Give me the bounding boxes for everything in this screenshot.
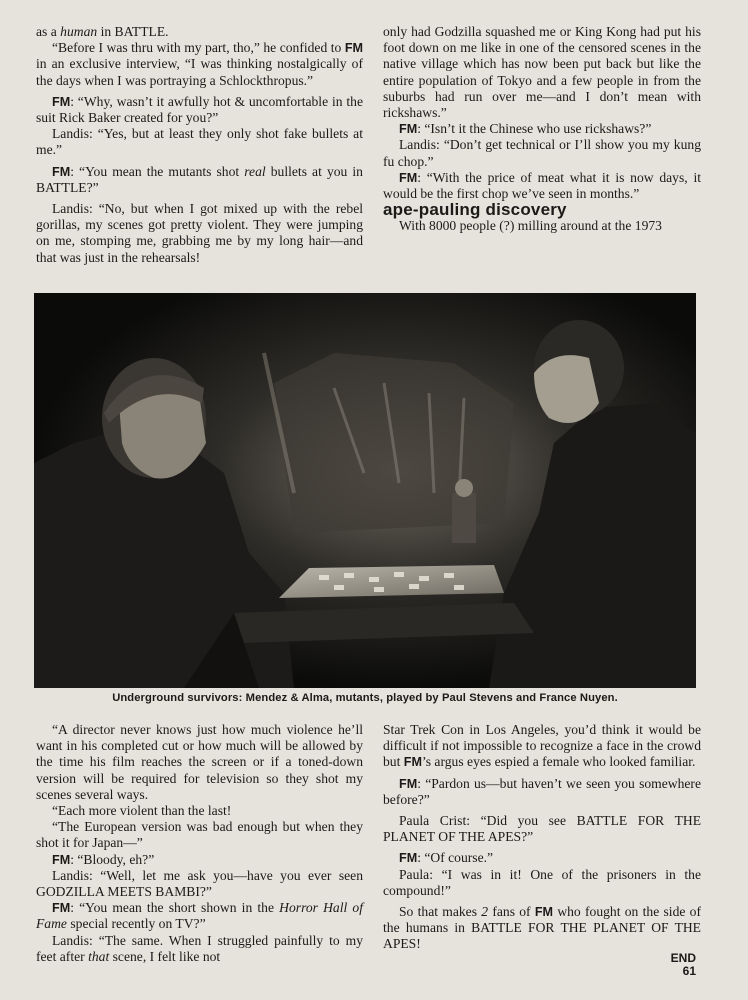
paragraph: FM: “Isn’t it the Chinese who use rickshaws?” <box>399 121 652 137</box>
paragraph: Landis: “Well, let me ask you—have you ever seen GODZILLA MEETS BAMBI?” <box>36 867 363 900</box>
paragraph: Landis: “Don’t get technical or I’ll show you my kung fu chop.” <box>383 137 701 169</box>
paragraph: Landis: “The same. When I struggled painfully to my feet after that scene, I felt like not <box>36 932 363 964</box>
paragraph: FM: “You mean the mutants shot real bullets at you in BATTLE?” <box>36 163 363 195</box>
paragraph: FM: “Pardon us—but haven’t we seen you somewhere before?” <box>383 775 701 807</box>
page-folio <box>671 952 696 978</box>
paragraph: Landis: “Yes, but at least they only shot fake bullets at me.” <box>36 126 363 158</box>
end-mark: END <box>670 951 696 965</box>
section-subhead: ape-pauling discovery <box>383 200 567 220</box>
paragraph: FM: “Why, wasn’t it awfully hot & uncomfortable in the suit Rick Baker created for you?” <box>36 93 363 126</box>
film-still-photo <box>34 293 696 688</box>
paragraph: Paula: “I was in it! One of the prisoners in the compound!” <box>383 866 701 898</box>
paragraph: FM: “Bloody, eh?” <box>52 851 155 867</box>
paragraph: FM: “Of course.” <box>399 850 494 866</box>
paragraph: only had Godzilla squashed me or King Kong had put his foot down on me like in one of the censored scenes in the native village which has now been put back but like the entire population of Tokyo and a few people in from the suburbs had run over me—and I don’t mean with rickshaws.” <box>383 24 701 121</box>
photo-caption: Underground survivors: Mendez & Alma, mutants, played by Paul Stevens and France Nuyen. <box>112 692 618 704</box>
paragraph: “Before I was thru with my part, tho,” he confided to FM in an exclusive interview, “I was thinking nostalgically of the days when I was portraying a Schlockthropus.” <box>36 40 363 88</box>
paragraph: With 8000 people (?) milling around at the 1973 <box>399 218 662 234</box>
paragraph: “A director never knows just how much violence he’ll want in his completed cut or how much will be allowed by the time his film reaches the screen or if a toned-down version will be required for television so they shot my scenes several ways. <box>36 722 363 802</box>
paragraph: “The European version was bad enough but when they shot it for Japan—” <box>36 819 363 851</box>
paragraph: Paula Crist: “Did you see BATTLE FOR THE PLANET OF THE APES?” <box>383 813 701 845</box>
text-column-bottom-right <box>383 722 701 953</box>
text-column-top-left <box>36 24 363 266</box>
paragraph: Landis: “No, but when I got mixed up with the rebel gorillas, my scenes got pretty violent. They were jumping on me, stomping me, grabbing me by my long hair—and that was just in the rehearsals! <box>36 201 363 265</box>
text-column-bottom-left <box>36 722 363 965</box>
page-number: 61 <box>682 964 696 978</box>
paragraph: FM: “With the price of meat what it is now days, it would be the first chop we’ve seen in months.” <box>383 169 701 202</box>
text-column-top-right <box>383 24 701 235</box>
paragraph: as a human in BATTLE. <box>36 24 169 39</box>
paragraph: FM: “You mean the short shown in the Horror Hall of Fame special recently on TV?” <box>36 900 363 932</box>
paragraph: Star Trek Con in Los Angeles, you’d think it would be difficult if not impossible to recognize a face in the crowd but FM’s argus eyes espied a female who looked familiar. <box>383 722 701 770</box>
paragraph: “Each more violent than the last! <box>52 803 232 819</box>
paragraph: So that makes 2 fans of FM who fought on the side of the humans in BATTLE FOR THE PLANET OF THE APES! <box>383 904 701 952</box>
photo-illustration <box>34 293 696 688</box>
